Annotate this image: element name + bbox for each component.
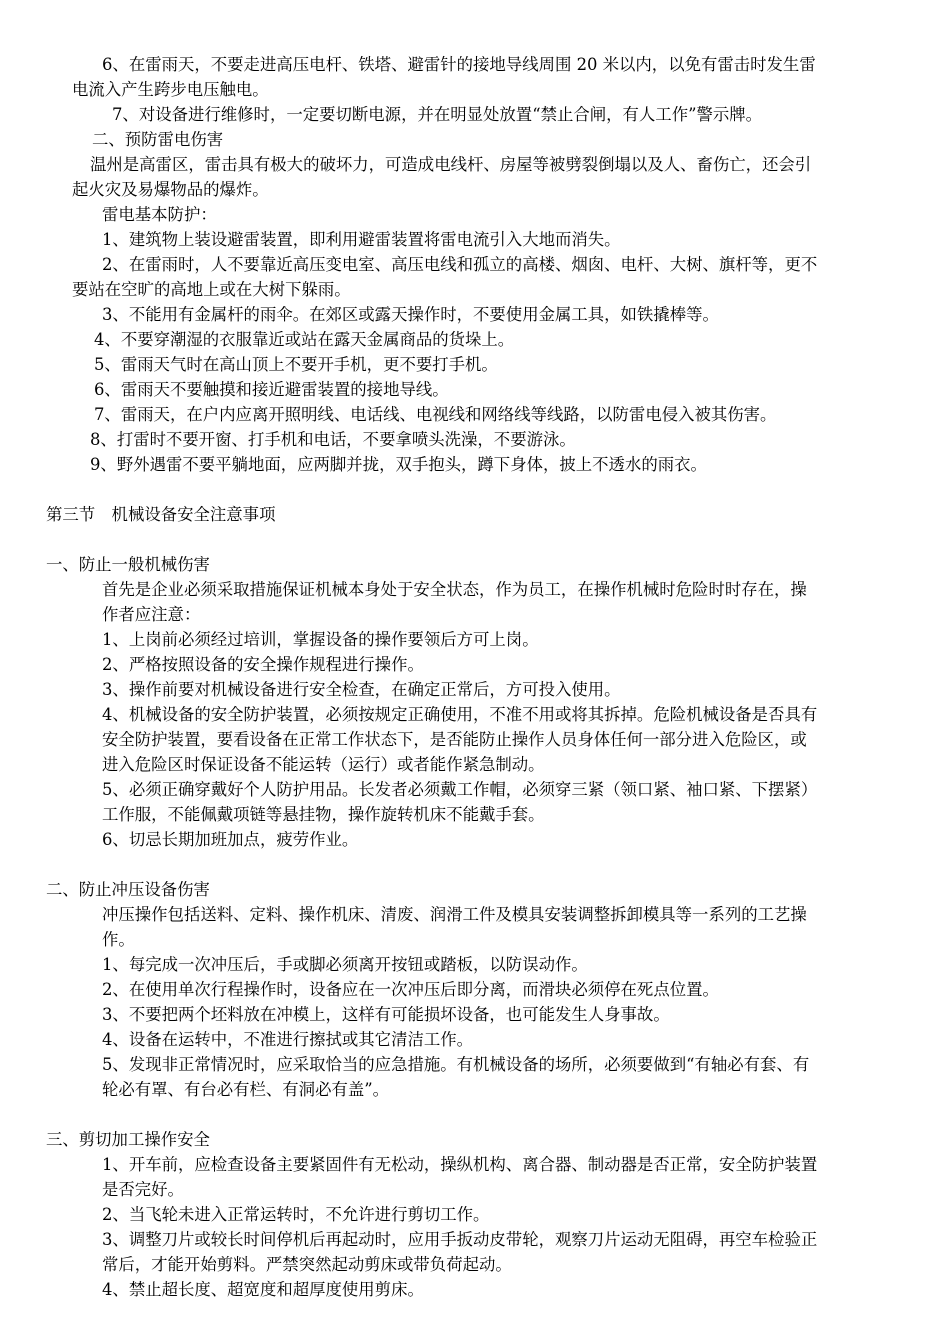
text-line: 7、对设备进行维修时，一定要切断电源，并在明显处放置“禁止合闸，有人工作”警示牌。 <box>112 105 763 124</box>
text-line: 5、雷雨天气时在高山顶上不要开手机，更不要打手机。 <box>94 355 498 374</box>
text-line: 3、操作前要对机械设备进行安全检查，在确定正常后，方可投入使用。 <box>102 680 621 699</box>
text-line: 2、当飞轮未进入正常运转时，不允许进行剪切工作。 <box>102 1205 490 1224</box>
text-line: 9、野外遇雷不要平躺地面，应两脚并拢，双手抱头，蹲下身体，披上不透水的雨衣。 <box>90 455 707 474</box>
text-line: 3、调整刀片或较长时间停机后再起动时，应用手扳动皮带轮，观察刀片运动无阻碍，再空车检验正 <box>102 1230 818 1249</box>
text-line: 1、开车前，应检查设备主要紧固件有无松动，操纵机构、离合器、制动器是否正常，安全防护装置 <box>102 1155 818 1174</box>
text-line: 1、上岗前必须经过培训，掌握设备的操作要领后方可上岗。 <box>102 630 539 649</box>
text-line: 安全防护装置，要看设备在正常工作状态下，是否能防止操作人员身体任何一部分进入危险区，或 <box>102 730 807 749</box>
text-line: 起火灾及易爆物品的爆炸。 <box>72 180 269 199</box>
subheading: 雷电基本防护： <box>102 205 217 224</box>
text-line: 4、设备在运转中，不准进行擦拭或其它清洁工作。 <box>102 1030 474 1049</box>
text-line: 6、在雷雨天，不要走进高压电杆、铁塔、避雷针的接地导线周围 20 米以内，以免有雷击时发生雷 <box>102 55 816 74</box>
text-line: 是否完好。 <box>102 1180 184 1199</box>
text-line: 首先是企业必须采取措施保证机械本身处于安全状态，作为员工，在操作机械时危险时时存在，操 <box>102 580 807 599</box>
text-line: 常后，才能开始剪料。严禁突然起动剪床或带负荷起动。 <box>102 1255 512 1274</box>
section-heading: 二、防止冲压设备伤害 <box>46 880 210 899</box>
text-line: 2、严格按照设备的安全操作规程进行操作。 <box>102 655 424 674</box>
text-line: 8、打雷时不要开窗、打手机和电话，不要拿喷头洗澡，不要游泳。 <box>90 430 576 449</box>
text-line: 6、切忌长期加班加点，疲劳作业。 <box>102 830 359 849</box>
section-heading: 一、防止一般机械伤害 <box>46 555 210 574</box>
text-line: 3、不能用有金属杆的雨伞。在郊区或露天操作时，不要使用金属工具，如铁撬棒等。 <box>102 305 719 324</box>
section-heading: 三、剪切加工操作安全 <box>46 1130 210 1149</box>
text-line: 4、禁止超长度、超宽度和超厚度使用剪床。 <box>102 1280 424 1299</box>
text-line: 作者应注意： <box>102 605 201 624</box>
text-line: 6、雷雨天不要触摸和接近避雷装置的接地导线。 <box>94 380 449 399</box>
text-line: 2、在雷雨时，人不要靠近高压变电室、高压电线和孤立的高楼、烟囱、电杆、大树、旗杆等，更不 <box>102 255 818 274</box>
text-line: 工作服，不能佩戴项链等悬挂物，操作旋转机床不能戴手套。 <box>102 805 545 824</box>
text-line: 进入危险区时保证设备不能运转（运行）或者能作紧急制动。 <box>102 755 545 774</box>
text-line: 1、建筑物上装设避雷装置，即利用避雷装置将雷电流引入大地而消失。 <box>102 230 621 249</box>
section-heading: 二、预防雷电伤害 <box>92 130 224 149</box>
text-line: 7、雷雨天，在户内应离开照明线、电话线、电视线和网络线等线路，以防雷电侵入被其伤害。 <box>94 405 777 424</box>
text-line: 5、发现非正常情况时，应采取恰当的应急措施。有机械设备的场所，必须要做到“有轴必有套、有 <box>102 1055 810 1074</box>
text-line: 要站在空旷的高地上或在大树下躲雨。 <box>72 280 351 299</box>
text-line: 2、在使用单次行程操作时，设备应在一次冲压后即分离，而滑块必须停在死点位置。 <box>102 980 719 999</box>
text-line: 4、不要穿潮湿的衣服靠近或站在露天金属商品的货垛上。 <box>94 330 515 349</box>
text-line: 作。 <box>102 930 135 949</box>
text-line: 轮必有罩、有台必有栏、有洞必有盖”。 <box>102 1080 390 1099</box>
text-line: 温州是高雷区，雷击具有极大的破坏力，可造成电线杆、房屋等被劈裂倒塌以及人、畜伤亡，还会引 <box>90 155 812 174</box>
text-line: 冲压操作包括送料、定料、操作机床、清废、润滑工件及模具安装调整拆卸模具等一系列的工艺操 <box>102 905 807 924</box>
text-line: 4、机械设备的安全防护装置，必须按规定正确使用，不准不用或将其拆掉。危险机械设备是否具有 <box>102 705 818 724</box>
text-line: 1、每完成一次冲压后，手或脚必须离开按钮或踏板，以防误动作。 <box>102 955 588 974</box>
text-line: 5、必须正确穿戴好个人防护用品。长发者必须戴工作帽，必须穿三紧（领口紧、袖口紧、下摆紧） <box>102 780 818 799</box>
chapter-heading: 第三节 机械设备安全注意事项 <box>46 505 276 524</box>
text-line: 3、不要把两个坯料放在冲模上，这样有可能损坏设备，也可能发生人身事故。 <box>102 1005 670 1024</box>
text-line: 电流入产生跨步电压触电。 <box>72 80 269 99</box>
